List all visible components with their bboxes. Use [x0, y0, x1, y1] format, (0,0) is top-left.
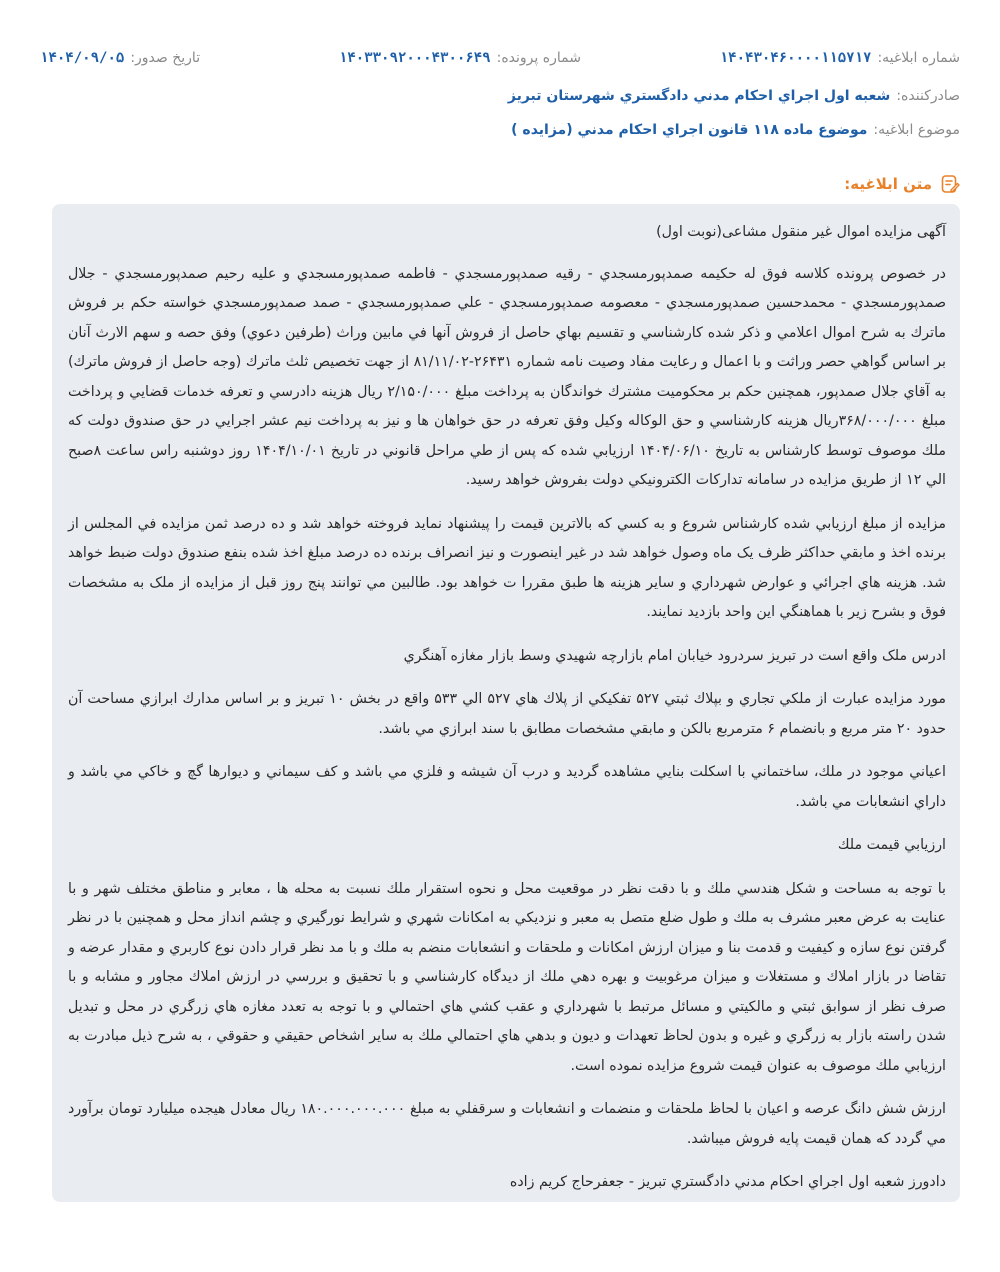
subject-value: موضوع ماده ۱۱۸ قانون اجراي احكام مدني (مزايده ) — [511, 122, 868, 138]
notice-body-panel — [52, 204, 960, 1202]
subject-line — [40, 118, 960, 142]
subject-label: موضوع ابلاغیه: — [873, 122, 960, 138]
valuation-amount-paragraph: ارزش شش دانگ عرصه و اعيان با لحاظ ملحقات و منضمات و انشعابات و سرقفلي به مبلغ ۱۸۰.۰۰۰.۰۰۰.۰۰۰ ريال معادل هيجده ميليارد تومان برآورد مي گردد كه همان قيمت پايه فروش ميباشد. — [68, 1101, 946, 1147]
notice-meta-row — [40, 46, 960, 70]
document-edit-icon — [940, 174, 960, 194]
notice-number-label: شماره ابلاغیه: — [877, 50, 960, 66]
notice-number-value: ۱۴۰۴۳۰۴۶۰۰۰۰۱۱۵۷۱۷ — [719, 50, 872, 66]
issue-date-value: ۱۴۰۴/۰۹/۰۵ — [40, 50, 125, 66]
signature-paragraph: دادورز شعبه اول اجراي احكام مدني دادگستري تبريز - جعفرحاج كريم زاده — [509, 1174, 946, 1190]
issuer-label: صادرکننده: — [896, 88, 960, 104]
notice-number — [720, 50, 960, 66]
valuation-heading: ارزيابي قيمت ملك — [837, 837, 946, 853]
auction-terms-paragraph: مزايده از مبلغ ارزيابي شده كارشناس شروع و به كسي كه بالاترين قيمت را پيشنهاد نمايد فروخته خواهد شد و ده درصد ثمن مزايده في المجلس از برنده اخذ و مابقي حداكثر ظرف يک ماه وصول خواهد شد در غير اينصورت و نيز انصراف برنده ده درصد مبلغ اخذ شده بنفع صندوق دولت ضبط خواهد شد. هزينه هاي اجرائي و عوارض شهرداري و ساير هزينه ها طبق مقررا ت خواهد بود. طالبين مي توانند پنج روز قبل از مزايده از ملک به مشخصات فوق و بشرح زير با هماهنگي اين واحد بازديد نمايند. — [68, 515, 946, 620]
issuer-line — [40, 84, 960, 108]
building-description-paragraph: اعياني موجود در ملك، ساختماني با اسكلت بنايي مشاهده گرديد و درب آن شيشه و فلزي مي باشد و كف سيماني و ديوارها گچ و خاكي مي باشد و داراي انشعابات مي باشد. — [68, 764, 946, 810]
issuer-value: شعبه اول اجراي احكام مدني دادگستري شهرستان تبريز — [507, 88, 891, 104]
valuation-paragraph: با توجه به مساحت و شكل هندسي ملك و با دقت نظر در موقعيت محل و نحوه استقرار ملك نسبت به محله ها ، معابر و مناطق مختلف شهر و با عنايت به عرض معبر مشرف به ملك و طول ضلع متصل به معبر و نزديكي به امكانات شهري و شرايط نورگيري و چشم انداز محل و همچنين با در نظر گرفتن نوع سازه و كيفيت و قدمت بنا و ميزان ارزش امكانات و ملحقات و انشعابات منضم به ملك و با مد نظر قرار دادن نوع كاربري و مقدار عرضه و تقاضا در بازار املاك و مستغلات و ميزان مرغوبيت و بهره دهي ملك از ديدگاه كارشناسي و با تحقيق و بررسي در ارزش املاك مجاور و مشابه و با صرف نظر از سوابق ثبتي و مالكيتي و مسائل مرتبط با شهرداري و عقب كشي هاي احتمالي و با توجه به تعدد مغازه هاي زرگري در محل و تبديل شدن راسته بازار به زرگري و غيره و بدون لحاظ تعهدات و ديون و بدهي هاي احتمالي ملك به ساير اشخاص حقيقي و حقوقي ، به شرح ذيل مبادرت به ارزيابي ملك موصوف به عنوان قيمت شروع مزايده نموده است. — [68, 880, 946, 1074]
auction-heading: آگهی مزایده اموال غیر منقول مشاعی(نوبت اول) — [656, 224, 946, 240]
case-number — [339, 50, 581, 66]
property-address-paragraph: ادرس ملک واقع است در تبريز سردرود خيابان امام بازارچه شهيدي وسط بازار مغازه آهنگري — [403, 647, 946, 664]
property-description-paragraph: مورد مزايده عبارت از ملكي تجاري و بپلاك ثبتي ۵۲۷ تفكيكي از پلاك هاي ۵۲۷ الي ۵۳۳ واقع در بخش ۱۰ تبريز و بر اساس مدارك ابرازي مساحت آن حدود ۲۰ متر مربع و بانضمام ۶ مترمربع بالكن و مابقي مشخصات مطابق با سند ابرازي مي باشد. — [68, 691, 947, 737]
notice-text-title: متن ابلاغیه: — [844, 175, 932, 193]
issue-date — [40, 50, 200, 66]
issue-date-label: تاریخ صدور: — [130, 50, 201, 66]
case-number-value: ۱۴۰۳۳۰۹۲۰۰۰۴۳۰۰۶۴۹ — [338, 50, 491, 66]
case-description-paragraph: در خصوص پرونده كلاسه فوق له حكيمه صمدپورمسجدي - رقيه صمدپورمسجدي - فاطمه صمدپورمسجدي و عليه رحيم صمدپورمسجدي - جلال صمدپورمسجدي - محمدحسين صمدپورمسجدي - معصومه صمدپورمسجدي - علي صمدپورمسجدي - صمد صمدپورمسجدي خواسته حكم بر فروش ماترك به شرح اموال اعلامي و ذكر شده كارشناسي و تقسيم بهاي حاصل از فروش آنها في مابين وراث (طرفين دعوي) وفق حصه و سهم الارث آنان بر اساس گواهي حصر وراثت و با اعمال و رعايت مفاد وصيت نامه شماره ۲۶۴۳۱-۸۱/۱۱/۰۲ از جهت تخصيص ثلث ماترك (وجه حاصل از فروش ماترك) به آقاي جلال صمدپور، همچنين حكم بر محكوميت مشترك خواندگان به پرداخت مبلغ ۲/۱۵۰/۰۰۰ ريال هزينه دادرسي و تعرفه خدمات قضايي و پرداخت مبلغ ۳۶۸/۰۰۰/۰۰۰ريال هزينه كارشناسي و حق الوكاله وكيل وفق تعرفه در حق خواهان ها و نيز به پرداخت نيم عشر اجرايي در حق صندوق دولت كه ملك موصوف توسط كارشناس به تاريخ ۱۴۰۴/۰۶/۱۰ ارزيابي شده كه پس از طي مراحل قانوني در تاريخ ۱۴۰۴/۱۰/۰۱ روز دوشنبه راس ساعت ۸صبح الي ۱۲ از طريق مزايده در سامانه تداركات الكترونيكي دولت بفروش خواهد رسيد. — [68, 265, 946, 488]
case-number-label: شماره پرونده: — [496, 50, 581, 66]
notice-text-section-title — [844, 172, 960, 196]
